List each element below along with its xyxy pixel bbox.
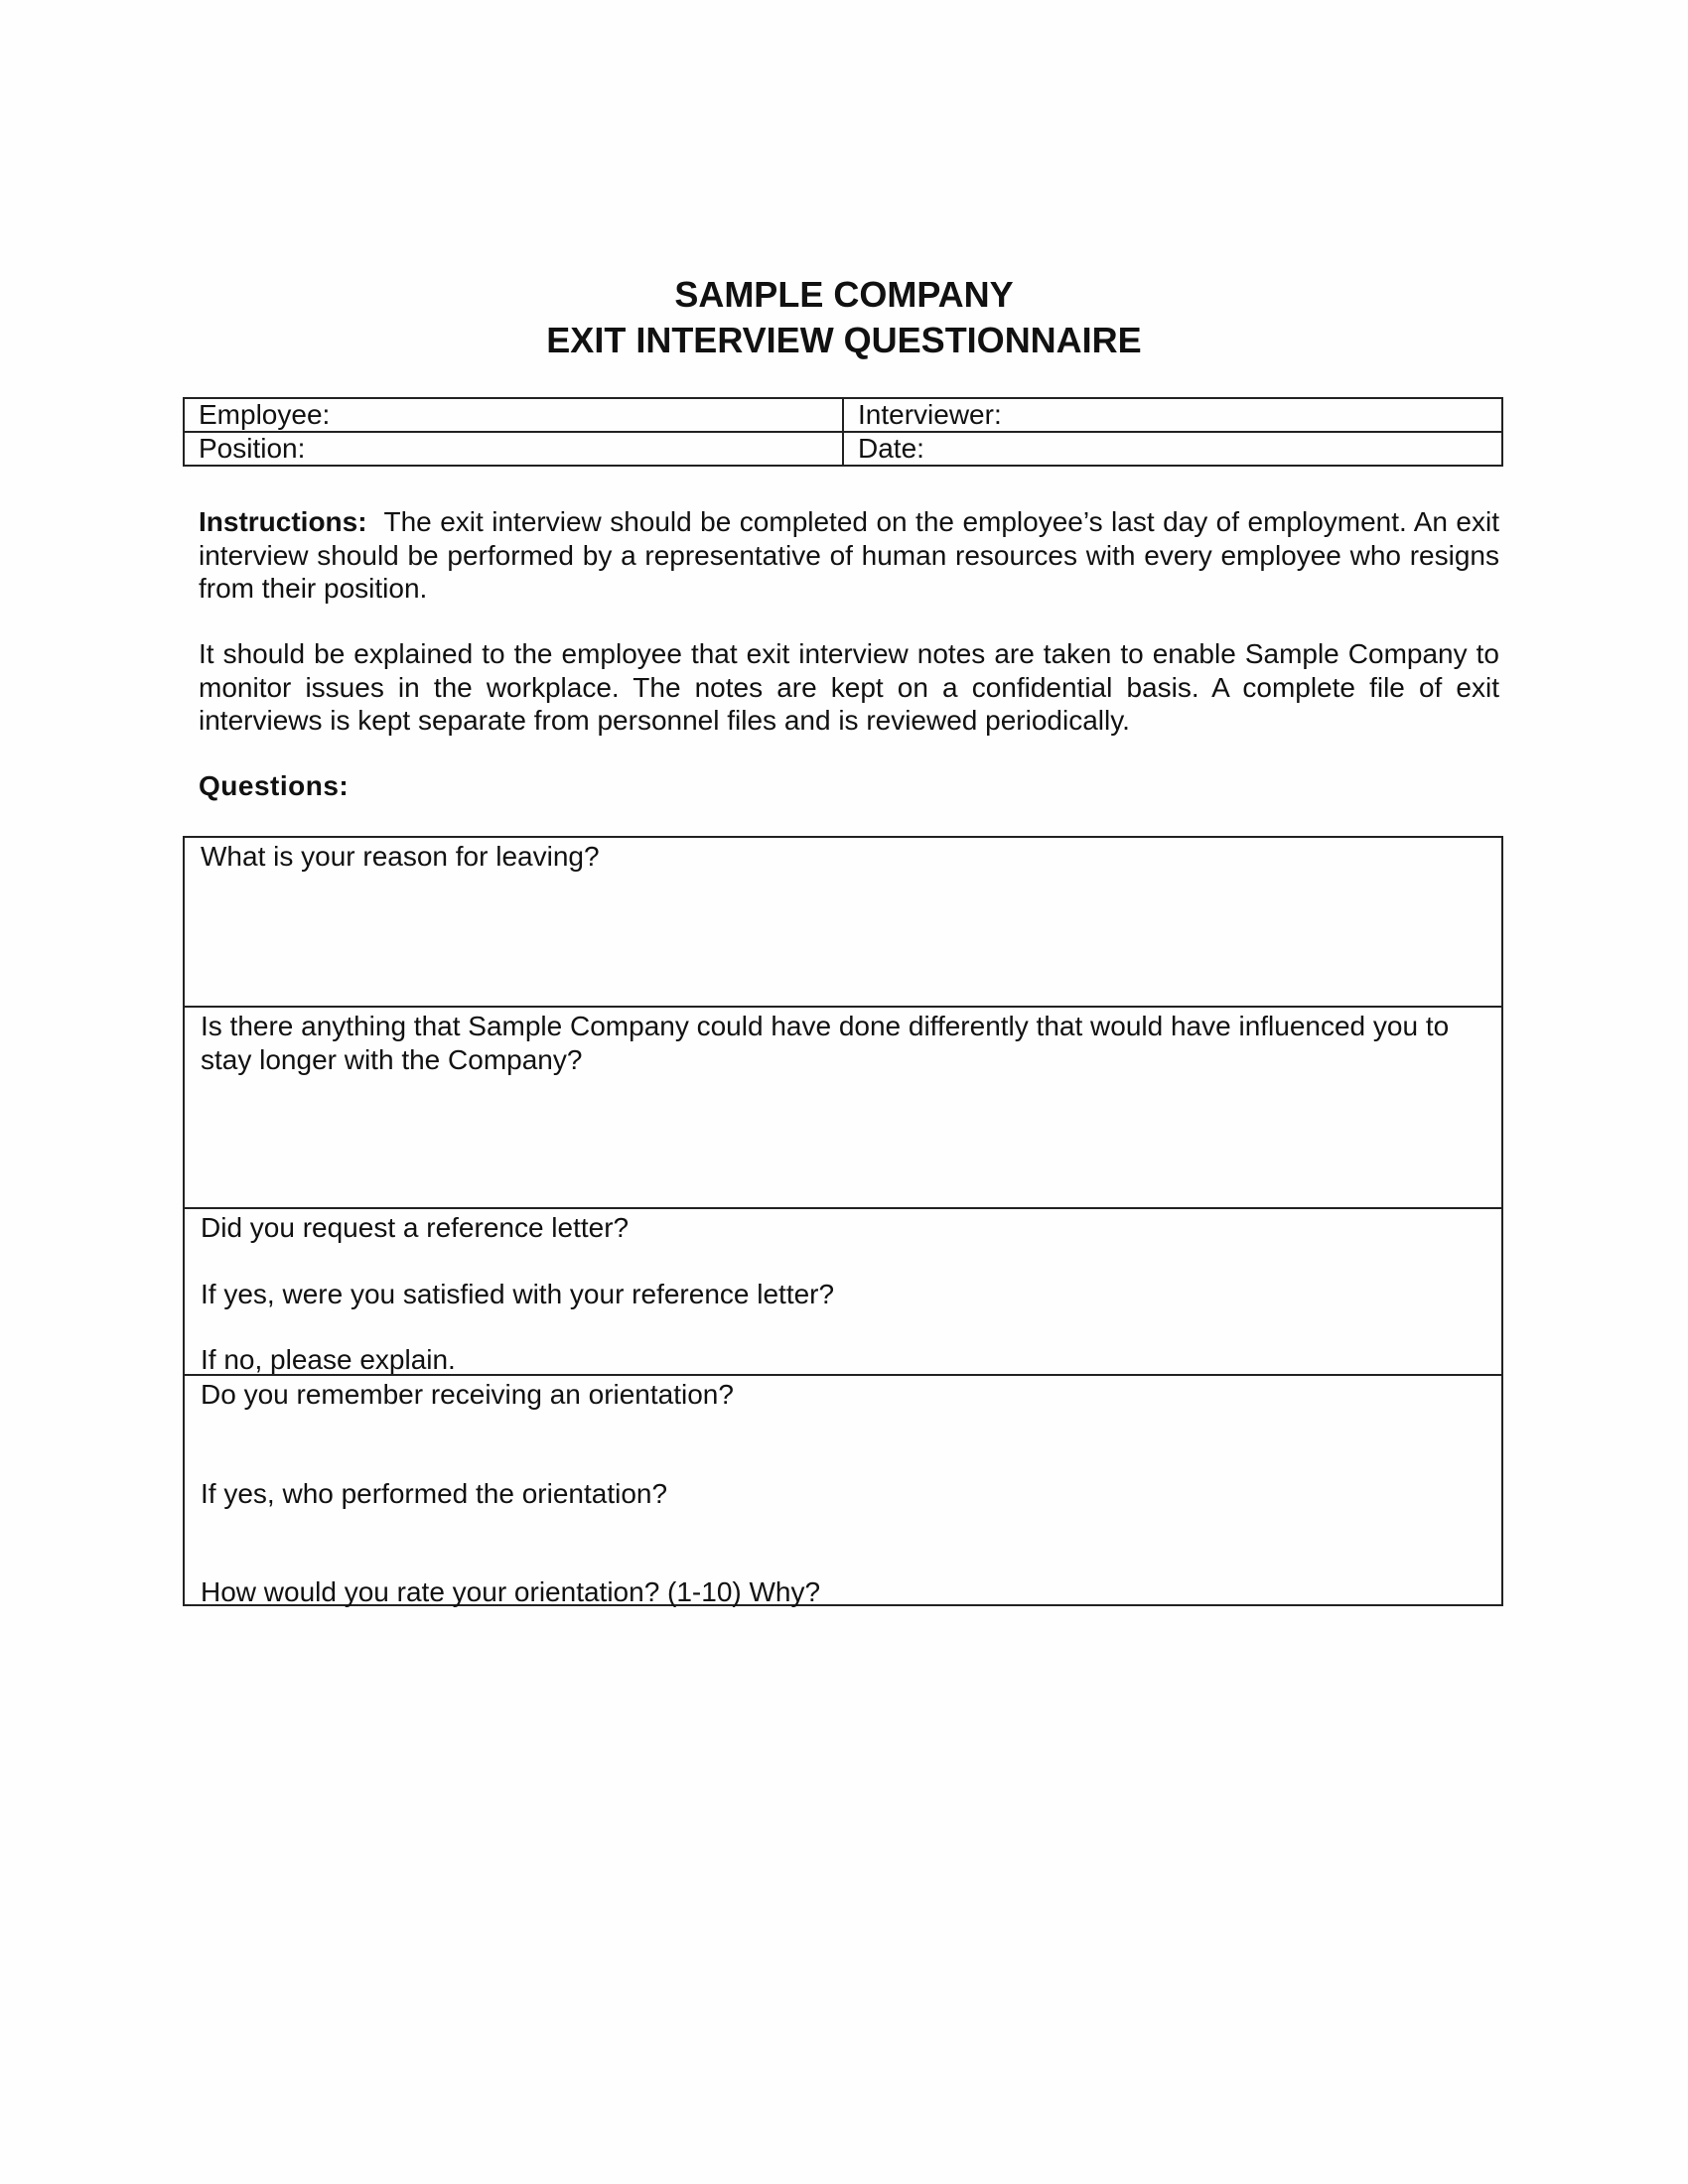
question-text: Is there anything that Sample Company could have done differently that would have influenced you to stay longer with the Company?: [201, 1011, 1450, 1075]
document-title: [0, 272, 1688, 363]
date-field[interactable]: Date:: [843, 432, 1502, 466]
question-text: Do you remember receiving an orientation?: [201, 1379, 734, 1410]
table-row: [184, 432, 1502, 466]
question-text: Did you request a reference letter?: [201, 1212, 630, 1243]
question-orientation[interactable]: [185, 1374, 1501, 1607]
question-text: If no, please explain.: [201, 1344, 456, 1375]
confidentiality-paragraph: It should be explained to the employee that exit interview notes are taken to enable Sample Company to monitor issues in the workplace. The notes are kept on a confidential basis. A complete file of exit interviews is kept separate from personnel files and is reviewed periodically.: [199, 638, 1499, 736]
question-text: What is your reason for leaving?: [201, 841, 600, 872]
question-text: How would you rate your orientation? (1-10) Why?: [201, 1576, 821, 1607]
question-reference-letter[interactable]: [185, 1207, 1501, 1374]
interviewer-field[interactable]: Interviewer:: [843, 398, 1502, 432]
table-row: [184, 398, 1502, 432]
company-name: SAMPLE COMPANY: [674, 274, 1014, 315]
question-text: If yes, who performed the orientation?: [201, 1477, 668, 1509]
questions-table: [183, 836, 1503, 1606]
instructions-text: The exit interview should be completed on the employee’s last day of employment. An exit interview should be performed by a representative of human resources with every employee who resigns from their position.: [199, 506, 1499, 604]
employee-field[interactable]: Employee:: [184, 398, 843, 432]
employee-info-table: [183, 397, 1503, 467]
position-field[interactable]: Position:: [184, 432, 843, 466]
form-title: EXIT INTERVIEW QUESTIONNAIRE: [546, 320, 1142, 360]
questions-heading: Questions:: [199, 770, 350, 801]
question-reason-for-leaving[interactable]: [185, 838, 1501, 1006]
question-text: If yes, were you satisfied with your reference letter?: [201, 1278, 835, 1309]
instructions-label: Instructions:: [199, 506, 367, 537]
instructions-paragraph: [199, 505, 1499, 606]
question-done-differently[interactable]: [185, 1006, 1501, 1207]
